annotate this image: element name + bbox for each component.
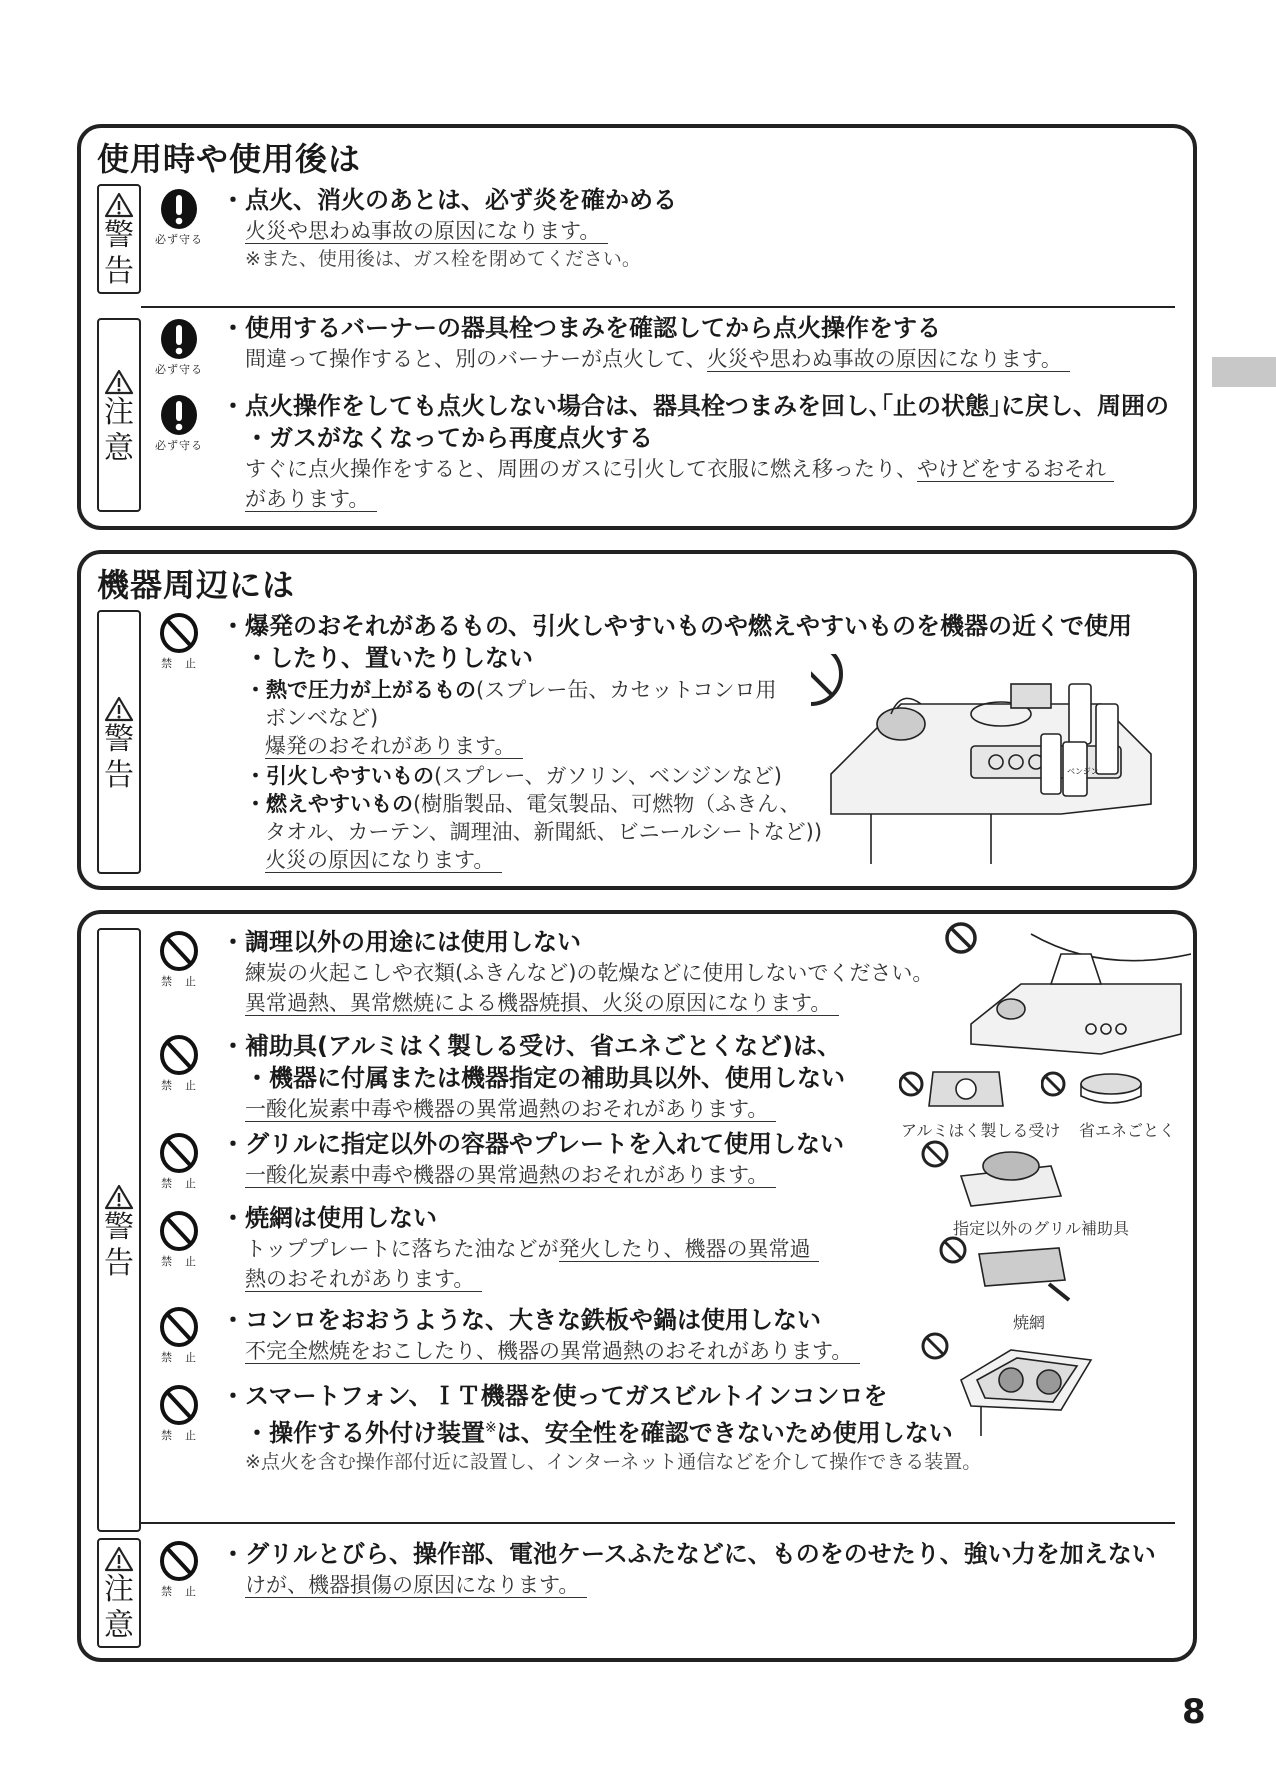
prohibition-icon	[159, 612, 199, 654]
stove-with-sprays-illustration	[811, 654, 1171, 864]
page-number: 8	[1182, 1692, 1206, 1732]
sub-item-pressure: ・ 熱で圧力が上がるもの(スプレー缶、カセットコンロ用 ボンベなど) 爆発のおそれがあります。	[245, 676, 777, 760]
grill-accessory-caption: 指定以外のグリル補助具	[953, 1219, 1130, 1238]
warning-triangle-icon	[104, 369, 134, 395]
prohibition-symbol: 禁 止	[149, 1132, 209, 1191]
section-surroundings	[77, 550, 1197, 890]
divider	[141, 306, 1175, 308]
drying-clothes-illustration	[941, 914, 1191, 1064]
caution-label: 注 意	[97, 318, 141, 512]
prohibition-symbol: 禁 止	[149, 1540, 209, 1599]
warning-item-grill-container: ・ グリルに指定以外の容器やプレートを入れて使用しない 一酸化炭素中毒や機器の異常過熱のおそれがあります。	[221, 1128, 844, 1190]
alum-tray-illustration	[899, 1062, 1009, 1122]
caution-label: 注 意	[97, 1538, 141, 1648]
bottle-label: ベンジン	[1067, 767, 1099, 776]
prohibition-icon	[159, 1132, 199, 1174]
energy-trivet-caption: 省エネごとく	[1079, 1121, 1176, 1140]
mandatory-exclamation-icon	[159, 318, 199, 360]
prohibition-symbol: 禁 止	[149, 1384, 209, 1443]
prohibition-symbol: 禁 止	[149, 1210, 209, 1269]
prohibition-icon	[159, 1540, 199, 1582]
prohibition-icon	[159, 1210, 199, 1252]
mandatory-symbol: 必ず守る	[149, 318, 209, 377]
alum-tray-caption: アルミはく製しる受け	[901, 1121, 1061, 1140]
grill-net-illustration	[939, 1234, 1079, 1304]
large-plate-illustration	[921, 1330, 1101, 1440]
prohibition-symbol: 禁 止	[149, 1034, 209, 1093]
warning-label: 警 告	[97, 184, 141, 294]
warning-item-large-plate: ・ コンロをおおうような、大きな鉄板や鍋は使用しない 不完全燃焼をおこしたり、機器の異常過熱のおそれがあります。	[221, 1304, 860, 1366]
warning-item-grill-net: ・ 焼網は使用しない トッププレートに落ちた油などが発火したり、機器の異常過 熱のおそれがあります。	[221, 1202, 819, 1294]
warning-item-accessories: ・ 補助具(アルミはく製しる受け、省エネごとくなど)は、 ・ 機器に付属または機器指定の補助具以外、使用しない 一酸化炭素中毒や機器の異常過熱のおそれがあります。	[221, 1030, 845, 1124]
caution-item-no-ignition: ・ 点火操作をしても点火しない場合は、器具栓つまみを回し､｢止の状態｣に戻し、周囲の ・ ガスがなくなってから再度点火する すぐに点火操作をすると、周囲のガスに引火して衣服に燃え移ったり、やけどをするおそれ があります。	[221, 390, 1169, 514]
grill-net-caption: 焼網	[1013, 1313, 1046, 1332]
section-title: 使用時や使用後は	[97, 140, 362, 178]
warning-triangle-icon	[104, 192, 134, 218]
prohibition-symbol: 禁 止	[149, 1306, 209, 1365]
section-usage	[77, 124, 1197, 530]
warning-triangle-icon	[104, 696, 134, 722]
caution-item-check-knob: ・ 使用するバーナーの器具栓つまみを確認してから点火操作をする 間違って操作すると、別のバーナーが点火して、火災や思わぬ事故の原因になります。	[221, 312, 1070, 374]
warning-label: 警 告	[97, 928, 141, 1532]
warning-item-non-cooking: ・ 調理以外の用途には使用しない 練炭の火起こしや衣類(ふきんなど)の乾燥などに使用しないでください。 異常過熱、異常燃焼による機器焼損、火災の原因になります。	[221, 926, 933, 1018]
prohibition-icon	[159, 1384, 199, 1426]
grill-accessory-illustration	[921, 1136, 1081, 1216]
section-title: 機器周辺には	[97, 566, 296, 604]
divider	[141, 1522, 1175, 1524]
prohibition-symbol: 禁 止	[149, 612, 209, 671]
sub-item-combustible: ・ 燃えやすいもの(樹脂製品、電気製品、可燃物（ふきん、 タオル、カーテン、調理油、新聞紙、ビニールシートなど)) 火災の原因になります。	[245, 790, 822, 874]
warning-item-check-flame: ・ 点火、消火のあとは、必ず炎を確かめる 火災や思わぬ事故の原因になります。 ※また、使用後は、ガス栓を閉めてください。	[221, 184, 677, 272]
mandatory-exclamation-icon	[159, 188, 199, 230]
caution-item-no-load: ・ グリルとびら、操作部、電池ケースふたなどに、ものをのせたり、強い力を加えない けが、機器損傷の原因になります。	[221, 1538, 1156, 1600]
section-prohibited-uses	[77, 910, 1197, 1662]
warning-item-flammables: ・ 爆発のおそれがあるもの、引火しやすいものや燃えやすいものを機器の近くで使用 ・ したり、置いたりしない	[221, 610, 1132, 674]
prohibition-icon	[159, 1034, 199, 1076]
side-index-tab	[1212, 357, 1276, 387]
energy-trivet-illustration	[1041, 1062, 1151, 1122]
warning-triangle-icon	[104, 1184, 134, 1210]
mandatory-symbol: 必ず守る	[149, 394, 209, 453]
warning-triangle-icon	[104, 1546, 134, 1572]
prohibition-icon	[159, 1306, 199, 1348]
warning-item-remote-device: ・ スマートフォン、ＩＴ機器を使ってガスビルトインコンロを ・ 操作する外付け装置※は、安全性を確認できないため使用しない ※点火を含む操作部付近に設置し、インターネット通信などを介して操作できる装置。	[221, 1380, 981, 1475]
prohibition-symbol: 禁 止	[149, 930, 209, 989]
warning-label: 警 告	[97, 610, 141, 874]
prohibition-icon	[159, 930, 199, 972]
sub-item-ignitable: ・ 引火しやすいもの(スプレー、ガソリン、ベンジンなど)	[245, 762, 782, 790]
mandatory-exclamation-icon	[159, 394, 199, 436]
mandatory-symbol: 必ず守る	[149, 188, 209, 247]
